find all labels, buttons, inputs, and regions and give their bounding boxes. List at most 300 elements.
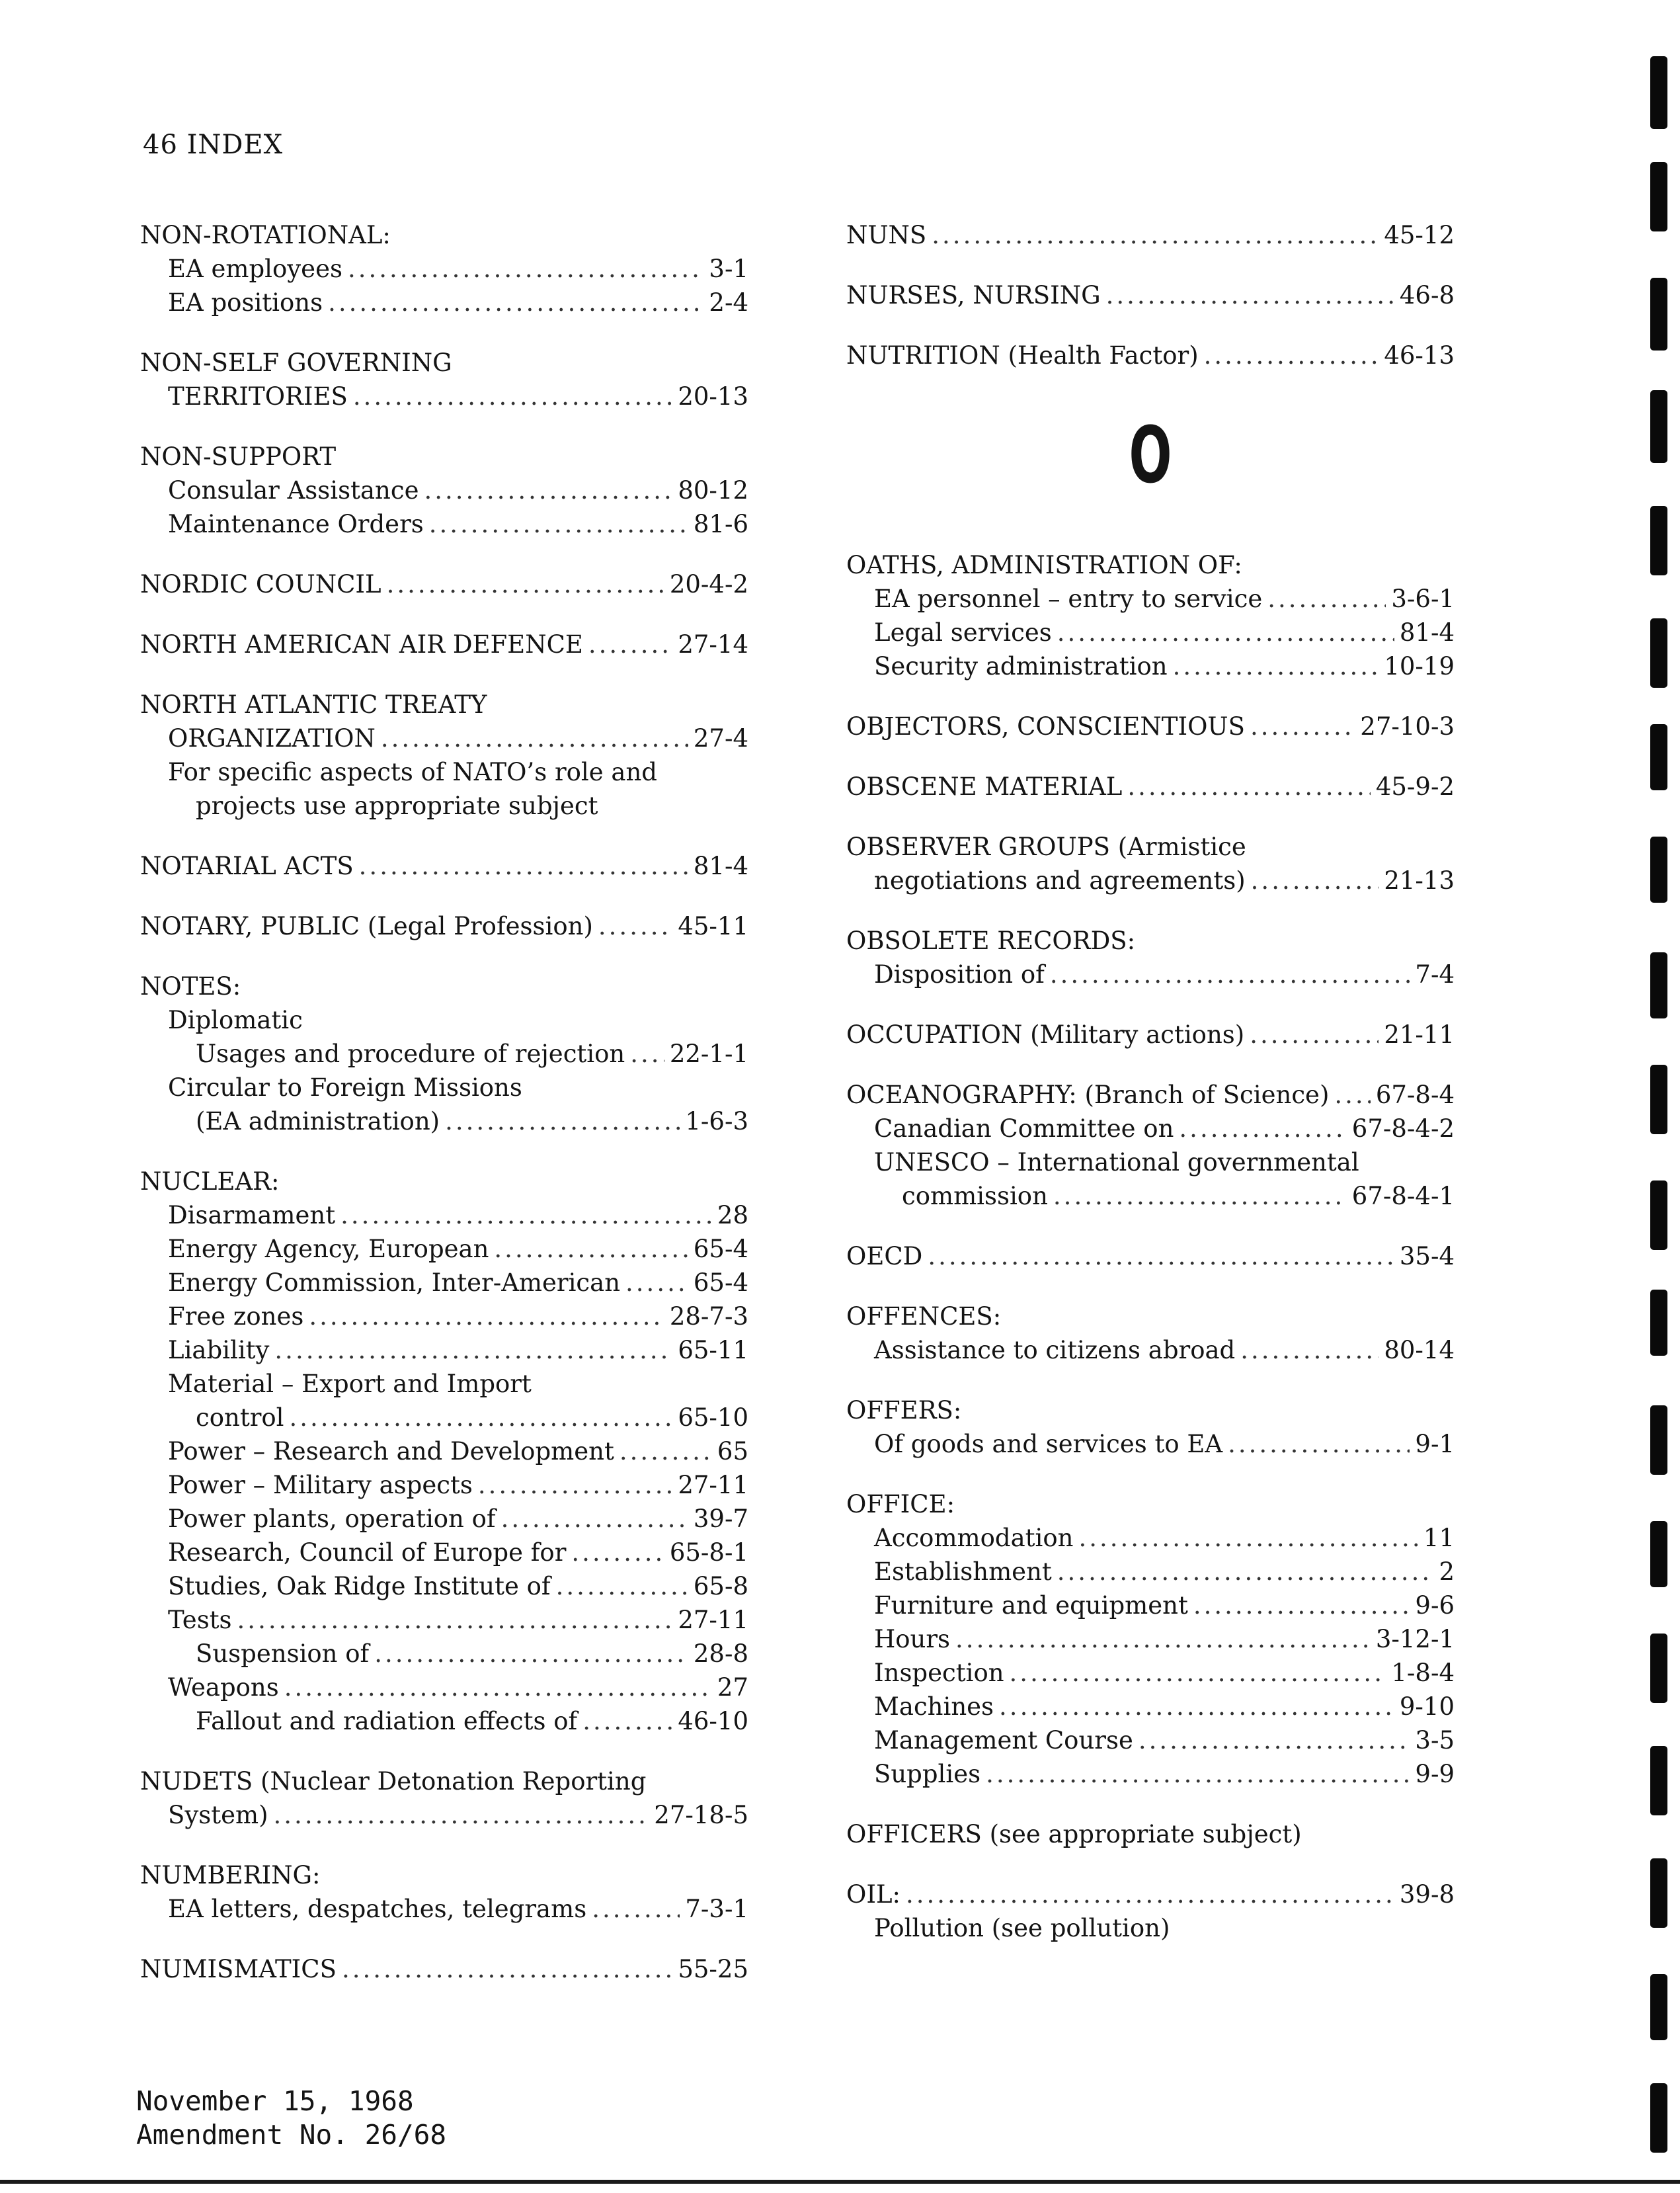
index-subentry bbox=[140, 1104, 748, 1138]
index-entry bbox=[140, 688, 748, 823]
index-entry bbox=[140, 849, 748, 883]
index-subentry bbox=[140, 1367, 748, 1401]
entry-text: OATHS, ADMINISTRATION OF: bbox=[846, 551, 1242, 579]
index-subentry bbox=[140, 1071, 748, 1104]
dot-leader bbox=[445, 1104, 680, 1138]
dot-leader bbox=[620, 1434, 712, 1468]
page-reference: 22-1-1 bbox=[669, 1040, 748, 1068]
index-heading bbox=[846, 1078, 1455, 1112]
entry-text: EA letters, despatches, telegrams bbox=[168, 1895, 587, 1923]
dot-leader bbox=[588, 628, 672, 661]
index-heading bbox=[846, 339, 1455, 372]
index-entry bbox=[140, 1858, 748, 1926]
index-subentry bbox=[140, 1037, 748, 1071]
index-subentry bbox=[846, 1521, 1455, 1555]
entry-text: Liability bbox=[168, 1336, 270, 1364]
page-reference: 39-7 bbox=[693, 1505, 748, 1533]
entry-text: OECD bbox=[846, 1242, 923, 1270]
dot-leader bbox=[1334, 1078, 1370, 1112]
entry-text: Inspection bbox=[874, 1659, 1004, 1687]
binder-mark bbox=[1650, 56, 1667, 129]
dot-leader bbox=[1193, 1589, 1410, 1622]
binder-mark bbox=[1650, 2083, 1667, 2153]
binder-mark bbox=[1650, 1521, 1667, 1587]
index-entry bbox=[846, 218, 1455, 252]
index-heading bbox=[140, 1952, 748, 1986]
index-subentry bbox=[140, 1502, 748, 1536]
entry-text: Fallout and radiation effects of bbox=[196, 1707, 578, 1735]
page-reference: 7-3-1 bbox=[685, 1895, 748, 1923]
index-entry bbox=[846, 1018, 1455, 1052]
index-entry bbox=[140, 567, 748, 601]
binder-mark bbox=[1650, 724, 1667, 790]
index-subentry bbox=[140, 1003, 748, 1037]
index-subentry bbox=[846, 1690, 1455, 1723]
dot-leader bbox=[328, 286, 703, 319]
index-heading bbox=[846, 924, 1455, 958]
index-entry bbox=[846, 1300, 1455, 1367]
dot-leader bbox=[630, 1037, 664, 1071]
index-subentry bbox=[140, 1892, 748, 1926]
page-reference: 65-4 bbox=[693, 1235, 748, 1263]
index-subentry bbox=[140, 1300, 748, 1333]
dot-leader bbox=[556, 1569, 688, 1603]
index-subentry bbox=[140, 1333, 748, 1367]
index-heading bbox=[140, 909, 748, 943]
dot-leader bbox=[340, 1198, 712, 1232]
page-reference: 46-13 bbox=[1384, 341, 1455, 370]
dot-leader bbox=[424, 474, 672, 507]
dot-leader bbox=[284, 1671, 712, 1704]
entry-text: OBSOLETE RECORDS: bbox=[846, 927, 1136, 955]
page-reference: 65-11 bbox=[678, 1336, 748, 1364]
index-entry bbox=[140, 1165, 748, 1738]
index-entry bbox=[846, 1878, 1455, 1945]
index-subentry bbox=[846, 1112, 1455, 1145]
page-reference: 27-11 bbox=[678, 1606, 748, 1634]
page-reference: 28-8 bbox=[693, 1639, 748, 1668]
dot-leader bbox=[1228, 1427, 1410, 1461]
dot-leader bbox=[494, 1232, 688, 1266]
binder-mark bbox=[1650, 837, 1667, 903]
index-entry bbox=[846, 1487, 1455, 1791]
index-subentry bbox=[846, 1555, 1455, 1589]
binder-mark bbox=[1650, 162, 1667, 231]
index-subentry bbox=[846, 1911, 1455, 1945]
entry-text: OFFICERS (see appropriate subject) bbox=[846, 1820, 1302, 1848]
index-subentry bbox=[140, 1704, 748, 1738]
index-subentry bbox=[140, 474, 748, 507]
page-reference: 20-4-2 bbox=[669, 570, 748, 599]
page-reference: 3-5 bbox=[1415, 1726, 1455, 1755]
page-reference: 46-10 bbox=[678, 1707, 748, 1735]
entry-text: NON-SELF GOVERNING bbox=[140, 349, 452, 377]
entry-text: NUNS bbox=[846, 221, 927, 249]
entry-text: Consular Assistance bbox=[168, 476, 419, 505]
entry-text: NUCLEAR: bbox=[140, 1167, 280, 1196]
index-entry bbox=[140, 1764, 748, 1832]
entry-text: NOTARIAL ACTS bbox=[140, 852, 354, 880]
index-subentry bbox=[140, 380, 748, 413]
page-reference: 21-11 bbox=[1384, 1020, 1455, 1049]
entry-text: NORDIC COUNCIL bbox=[140, 570, 381, 599]
page-reference: 39-8 bbox=[1399, 1880, 1455, 1909]
index-subentry bbox=[140, 1468, 748, 1502]
binder-mark bbox=[1650, 278, 1667, 351]
entry-text: Free zones bbox=[168, 1302, 304, 1331]
binder-mark bbox=[1650, 1746, 1667, 1815]
dot-leader bbox=[1127, 770, 1370, 804]
index-subentry bbox=[140, 1536, 748, 1569]
index-subentry bbox=[846, 1757, 1455, 1791]
index-heading bbox=[846, 1487, 1455, 1521]
dot-leader bbox=[237, 1603, 673, 1637]
dot-leader bbox=[1250, 1018, 1379, 1052]
index-entry bbox=[846, 548, 1455, 683]
dot-leader bbox=[290, 1401, 673, 1434]
dot-leader bbox=[582, 1704, 672, 1738]
page-reference: 65-10 bbox=[678, 1403, 748, 1432]
page-reference: 67-8-4 bbox=[1375, 1081, 1455, 1109]
entry-text: Canadian Committee on bbox=[874, 1114, 1174, 1143]
binder-mark bbox=[1650, 618, 1667, 688]
index-heading bbox=[846, 1300, 1455, 1333]
page-reference: 45-9-2 bbox=[1375, 772, 1455, 801]
entry-text: Hours bbox=[874, 1625, 951, 1653]
index-heading bbox=[140, 970, 748, 1003]
entry-text: NURSES, NURSING bbox=[846, 281, 1101, 310]
index-heading bbox=[140, 567, 748, 601]
dot-leader bbox=[906, 1878, 1394, 1911]
entry-text: NUTRITION (Health Factor) bbox=[846, 341, 1199, 370]
dot-leader bbox=[1057, 1555, 1434, 1589]
entry-text: EA positions bbox=[168, 288, 323, 317]
page-footer bbox=[136, 2085, 446, 2152]
dot-leader bbox=[928, 1239, 1394, 1273]
entry-text: OCCUPATION (Military actions) bbox=[846, 1020, 1245, 1049]
page-reference: 1-8-4 bbox=[1391, 1659, 1455, 1687]
index-subentry bbox=[846, 649, 1455, 683]
dot-leader bbox=[387, 567, 664, 601]
entry-text: OBSERVER GROUPS (Armistice bbox=[846, 833, 1246, 861]
entry-text: Power – Research and Development bbox=[168, 1437, 614, 1466]
entry-text: Usages and procedure of rejection bbox=[196, 1040, 625, 1068]
dot-leader bbox=[374, 1637, 688, 1671]
entry-text: Weapons bbox=[168, 1673, 279, 1702]
index-entry bbox=[846, 1817, 1455, 1851]
dot-leader bbox=[1179, 1112, 1346, 1145]
index-subentry bbox=[846, 616, 1455, 649]
entry-text: OCEANOGRAPHY: (Branch of Science) bbox=[846, 1081, 1330, 1109]
index-entry bbox=[140, 440, 748, 541]
page-reference: 27-4 bbox=[693, 724, 748, 753]
binder-mark bbox=[1650, 1290, 1667, 1356]
index-heading bbox=[140, 346, 748, 380]
bottom-edge-rule bbox=[0, 2180, 1680, 2184]
index-subentry bbox=[140, 755, 748, 789]
dot-leader bbox=[353, 380, 672, 413]
index-entry bbox=[846, 710, 1455, 743]
dot-leader bbox=[955, 1622, 1371, 1656]
index-heading bbox=[846, 1239, 1455, 1273]
dot-leader bbox=[342, 1952, 672, 1986]
dot-leader bbox=[1204, 339, 1379, 372]
page-reference: 67-8-4-2 bbox=[1351, 1114, 1455, 1143]
entry-text: UNESCO – International governmental bbox=[874, 1148, 1359, 1177]
entry-text: projects use appropriate subject bbox=[196, 792, 598, 820]
index-heading bbox=[846, 710, 1455, 743]
entry-text: EA employees bbox=[168, 255, 342, 283]
page-reference: 9-9 bbox=[1415, 1760, 1455, 1788]
index-entry bbox=[140, 628, 748, 661]
entry-text: Energy Commission, Inter-American bbox=[168, 1268, 621, 1297]
index-entry bbox=[846, 830, 1455, 897]
page-reference: 27-14 bbox=[678, 630, 748, 659]
index-heading bbox=[846, 1018, 1455, 1052]
entry-text: NORTH AMERICAN AIR DEFENCE bbox=[140, 630, 583, 659]
page-reference: 9-1 bbox=[1415, 1430, 1455, 1458]
dot-leader bbox=[986, 1757, 1410, 1791]
entry-text: TERRITORIES bbox=[168, 382, 348, 411]
index-subentry bbox=[140, 722, 748, 755]
index-subentry bbox=[846, 1427, 1455, 1461]
page-reference: 27-10-3 bbox=[1360, 712, 1455, 741]
index-subentry bbox=[140, 252, 748, 286]
index-heading bbox=[140, 1858, 748, 1892]
page-reference: 1-6-3 bbox=[685, 1107, 748, 1136]
binder-edge-marks bbox=[1634, 0, 1680, 2193]
page-reference: 65-8-1 bbox=[669, 1538, 748, 1567]
dot-leader bbox=[274, 1798, 649, 1832]
entry-text: Supplies bbox=[874, 1760, 981, 1788]
page-reference: 35-4 bbox=[1399, 1242, 1455, 1270]
binder-mark bbox=[1650, 390, 1667, 463]
index-heading bbox=[140, 218, 748, 252]
page-reference: 3-12-1 bbox=[1375, 1625, 1455, 1653]
page-reference: 80-14 bbox=[1384, 1336, 1455, 1364]
footer-date: November 15, 1968 bbox=[136, 2085, 414, 2117]
entry-text: Establishment bbox=[874, 1557, 1052, 1586]
binder-mark bbox=[1650, 1180, 1667, 1250]
entry-text: NUMISMATICS bbox=[140, 1955, 337, 1983]
dot-leader bbox=[429, 507, 688, 541]
page-reference: 11 bbox=[1423, 1524, 1455, 1552]
entry-text: (EA administration) bbox=[196, 1107, 440, 1136]
page-reference: 65-8 bbox=[693, 1572, 748, 1600]
dot-leader bbox=[1053, 1179, 1347, 1213]
entry-text: negotiations and agreements) bbox=[874, 866, 1246, 895]
index-entry bbox=[846, 1239, 1455, 1273]
page-reference: 27 bbox=[717, 1673, 748, 1702]
index-subentry bbox=[140, 286, 748, 319]
page-reference: 81-4 bbox=[1399, 618, 1455, 647]
index-entry bbox=[846, 278, 1455, 312]
entry-text: Research, Council of Europe for bbox=[168, 1538, 567, 1567]
binder-mark bbox=[1650, 1974, 1667, 2040]
dot-leader bbox=[1010, 1656, 1386, 1690]
entry-text: For specific aspects of NATO’s role and bbox=[168, 758, 657, 786]
index-entry bbox=[846, 924, 1455, 991]
page-reference: 27-11 bbox=[678, 1471, 748, 1499]
entry-text: commission bbox=[902, 1182, 1048, 1210]
page-reference: 45-12 bbox=[1384, 221, 1455, 249]
dot-leader bbox=[359, 849, 688, 883]
index-subentry bbox=[846, 1622, 1455, 1656]
dot-leader bbox=[592, 1892, 680, 1926]
index-heading bbox=[140, 1764, 748, 1798]
index-heading bbox=[140, 440, 748, 474]
o-entries bbox=[846, 548, 1455, 1945]
index-heading bbox=[846, 1393, 1455, 1427]
dot-leader bbox=[381, 722, 688, 755]
index-subentry bbox=[140, 1266, 748, 1300]
dot-leader bbox=[598, 909, 672, 943]
index-heading bbox=[846, 1817, 1455, 1851]
binder-mark bbox=[1650, 1634, 1667, 1703]
index-entry bbox=[846, 1078, 1455, 1213]
entry-text: Security administration bbox=[874, 652, 1168, 681]
dot-leader bbox=[932, 218, 1379, 252]
page-reference: 20-13 bbox=[678, 382, 748, 411]
dot-leader bbox=[1173, 649, 1379, 683]
entry-text: Circular to Foreign Missions bbox=[168, 1073, 522, 1102]
entry-text: Energy Agency, European bbox=[168, 1235, 489, 1263]
entry-text: Power plants, operation of bbox=[168, 1505, 496, 1533]
page-reference: 3-6-1 bbox=[1391, 585, 1455, 613]
entry-text: NORTH ATLANTIC TREATY bbox=[140, 690, 487, 719]
entry-text: OBSCENE MATERIAL bbox=[846, 772, 1123, 801]
index-subentry bbox=[140, 1798, 748, 1832]
dot-leader bbox=[625, 1266, 688, 1300]
dot-leader bbox=[274, 1333, 672, 1367]
index-subentry bbox=[140, 1198, 748, 1232]
entry-text: Disposition of bbox=[874, 960, 1045, 989]
page-reference: 45-11 bbox=[678, 912, 748, 940]
entry-text: Maintenance Orders bbox=[168, 510, 424, 538]
index-subentry bbox=[846, 1179, 1455, 1213]
entry-text: Tests bbox=[168, 1606, 232, 1634]
index-entry bbox=[846, 339, 1455, 372]
page-reference: 46-8 bbox=[1399, 281, 1455, 310]
page-reference: 55-25 bbox=[678, 1955, 748, 1983]
index-subentry bbox=[846, 1723, 1455, 1757]
index-heading bbox=[846, 218, 1455, 252]
index-subentry bbox=[846, 958, 1455, 991]
page-reference: 21-13 bbox=[1384, 866, 1455, 895]
index-heading bbox=[846, 770, 1455, 804]
index-subentry bbox=[846, 1656, 1455, 1690]
dot-leader bbox=[348, 252, 703, 286]
binder-mark bbox=[1650, 1858, 1667, 1928]
entry-text: NON-ROTATIONAL: bbox=[140, 221, 391, 249]
index-subentry bbox=[140, 1637, 748, 1671]
page-reference: 9-10 bbox=[1399, 1692, 1455, 1721]
entry-text: Furniture and equipment bbox=[874, 1591, 1188, 1620]
page-reference: 10-19 bbox=[1384, 652, 1455, 681]
dot-leader bbox=[1251, 864, 1379, 897]
index-subentry bbox=[140, 789, 748, 823]
entry-text: NUMBERING: bbox=[140, 1861, 321, 1889]
index-heading bbox=[140, 688, 748, 722]
index-entry bbox=[140, 909, 748, 943]
entry-text: NON-SUPPORT bbox=[140, 442, 337, 471]
entry-text: EA personnel – entry to service bbox=[874, 585, 1263, 613]
entry-text: OFFERS: bbox=[846, 1396, 962, 1425]
entry-text: System) bbox=[168, 1801, 268, 1829]
entry-text: Suspension of bbox=[196, 1639, 370, 1668]
dot-leader bbox=[501, 1502, 688, 1536]
index-entry bbox=[846, 1393, 1455, 1461]
index-heading bbox=[846, 278, 1455, 312]
dot-leader bbox=[1139, 1723, 1410, 1757]
entry-text: OIL: bbox=[846, 1880, 900, 1909]
index-subentry bbox=[846, 582, 1455, 616]
entry-text: Disarmament bbox=[168, 1201, 336, 1229]
index-subentry bbox=[140, 1569, 748, 1603]
index-heading bbox=[140, 849, 748, 883]
dot-leader bbox=[1240, 1333, 1379, 1367]
entry-text: NOTARY, PUBLIC (Legal Profession) bbox=[140, 912, 593, 940]
entry-text: Management Course bbox=[874, 1726, 1133, 1755]
binder-mark bbox=[1650, 952, 1667, 1018]
index-entry bbox=[140, 346, 748, 413]
entry-text: Pollution (see pollution) bbox=[874, 1914, 1170, 1942]
dot-leader bbox=[571, 1536, 664, 1569]
page-reference: 81-6 bbox=[693, 510, 748, 538]
entry-text: NUDETS (Nuclear Detonation Reporting bbox=[140, 1767, 647, 1796]
dot-leader bbox=[1050, 958, 1410, 991]
page-reference: 28 bbox=[717, 1201, 748, 1229]
entry-text: Power – Military aspects bbox=[168, 1471, 473, 1499]
entry-text: Legal services bbox=[874, 618, 1052, 647]
page-reference: 7-4 bbox=[1415, 960, 1455, 989]
page-reference: 80-12 bbox=[678, 476, 748, 505]
entry-text: Assistance to citizens abroad bbox=[874, 1336, 1236, 1364]
index-subentry bbox=[140, 1671, 748, 1704]
binder-mark bbox=[1650, 1065, 1667, 1134]
dot-leader bbox=[1078, 1521, 1418, 1555]
index-heading bbox=[846, 548, 1455, 582]
page-reference: 81-4 bbox=[693, 852, 748, 880]
entry-text: NOTES: bbox=[140, 972, 241, 1001]
entry-text: control bbox=[196, 1403, 284, 1432]
index-heading bbox=[846, 1878, 1455, 1911]
entry-text: Diplomatic bbox=[168, 1006, 303, 1034]
index-subentry bbox=[140, 1434, 748, 1468]
entry-text: Machines bbox=[874, 1692, 994, 1721]
entry-text: OFFICE: bbox=[846, 1490, 955, 1518]
dot-leader bbox=[999, 1690, 1394, 1723]
index-entry bbox=[140, 970, 748, 1138]
dot-leader bbox=[1106, 278, 1394, 312]
entry-text: OBJECTORS, CONSCIENTIOUS bbox=[846, 712, 1245, 741]
index-subentry bbox=[140, 1401, 748, 1434]
page-reference: 27-18-5 bbox=[654, 1801, 748, 1829]
page-reference: 65-4 bbox=[693, 1268, 748, 1297]
index-entry bbox=[140, 218, 748, 319]
index-heading bbox=[140, 628, 748, 661]
binder-mark bbox=[1650, 1405, 1667, 1475]
index-subentry bbox=[846, 1145, 1455, 1179]
index-entry bbox=[846, 770, 1455, 804]
page-reference: 9-6 bbox=[1415, 1591, 1455, 1620]
left-column bbox=[140, 218, 748, 2012]
entry-text: Accommodation bbox=[874, 1524, 1074, 1552]
entry-text: Of goods and services to EA bbox=[874, 1430, 1223, 1458]
entry-text: Material – Export and Import bbox=[168, 1370, 532, 1398]
page-reference: 2 bbox=[1439, 1557, 1455, 1586]
index-subentry bbox=[846, 1589, 1455, 1622]
